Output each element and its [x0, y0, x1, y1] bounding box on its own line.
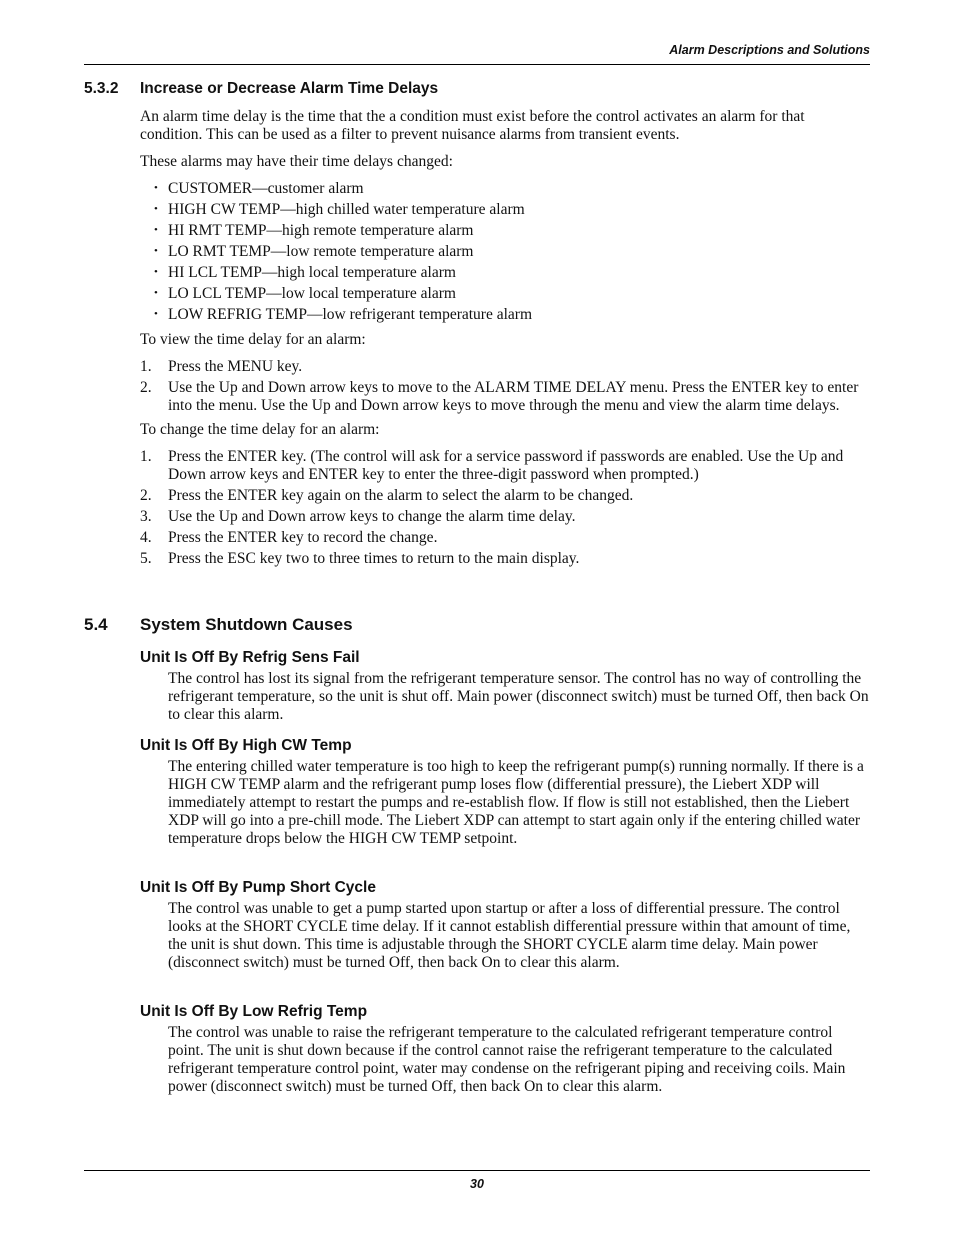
list-item [140, 379, 870, 415]
step-text: Press the ESC key two to three times to return to the main display. [168, 550, 580, 567]
list-item: • CUSTOMER—customer alarm [140, 178, 870, 199]
intro-paragraph: An alarm time delay is the time that the a condition must exist before the control activates an alarm for that condition. This can be used as a filter to prevent nuisance alarms from transient events. [140, 108, 805, 143]
section-heading-5-4 [84, 615, 353, 635]
list-item: • HI RMT TEMP—high remote temperature alarm [140, 220, 870, 241]
list-item: • LO LCL TEMP—low local temperature alarm [140, 283, 870, 304]
section-5-3-2-body [140, 108, 870, 571]
cause-heading: Unit Is Off By Low Refrig Temp [140, 1003, 368, 1020]
list-item: • LO RMT TEMP—low remote temperature alarm [140, 241, 870, 262]
step-number: 4. [140, 529, 152, 546]
cause-paragraph: The entering chilled water temperature is too high to keep the refrigerant pump(s) running normally. If there is a HIGH CW TEMP alarm and the refrigerant pump loses flow (differential pressure), the Liebert XDP will immediately attempt to restart the pumps and re-establish flow. If flow is still not established, then the Liebert XDP will go into a pre-chill mode. The Liebert XDP can attempt to start again only if the entering chilled water temperature drops below the HIGH CW TEMP setpoint. [168, 758, 864, 847]
cause-paragraph: The control was unable to raise the refrigerant temperature to the calculated refrigerant temperature control point. The unit is shut down because if the control cannot raise the refrigerant temperature to the calculated refrigerant temperature control point, water may condense on the refrigerant piping and receiving coils. Main power (disconnect switch) must be turned Off, then back On to clear this alarm. [168, 1024, 846, 1095]
list-item: • LOW REFRIG TEMP—low refrigerant temperature alarm [140, 304, 870, 325]
running-header: Alarm Descriptions and Solutions [669, 43, 870, 57]
list-item [140, 550, 870, 568]
section-heading-5-3-2 [84, 80, 438, 98]
section-title: Increase or Decrease Alarm Time Delays [140, 80, 439, 97]
step-number: 1. [140, 358, 152, 375]
step-number: 2. [140, 487, 152, 504]
section-number: 5.4 [84, 615, 108, 634]
cause-paragraph: The control has lost its signal from the refrigerant temperature sensor. The control has no way of controlling the refrigerant temperature, so the unit is shut off. Main power (disconnect switch) must be turned Off, then back On to clear this alarm. [168, 670, 869, 723]
alarm-list [140, 178, 870, 325]
list-item: • HI LCL TEMP—high local temperature alarm [140, 262, 870, 283]
list-item [140, 448, 870, 484]
list-item: • HIGH CW TEMP—high chilled water temperature alarm [140, 199, 870, 220]
list-item [140, 529, 870, 547]
footer-rule [84, 1170, 870, 1171]
change-steps [140, 448, 870, 568]
step-text: Press the ENTER key. (The control will ask for a service password if passwords are enabled. Use the Up and Down arrow keys and ENTER key to enter the three-digit password when prompted.) [168, 448, 844, 483]
section-number: 5.3.2 [84, 80, 119, 97]
header-rule [84, 64, 870, 65]
step-text: Press the MENU key. [168, 358, 303, 375]
step-text: Press the ENTER key to record the change. [168, 529, 438, 546]
cause-paragraph: The control was unable to get a pump started upon startup or after a loss of differential pressure. The control looks at the SHORT CYCLE time delay. If it cannot establish differential pressure within that amount of time, the unit is shut down. This time is adjustable through the SHORT CYCLE alarm time delay. Main power (disconnect switch) must be turned Off, then back On to clear this alarm. [168, 900, 851, 971]
cause-heading: Unit Is Off By High CW Temp [140, 737, 352, 754]
cause-heading: Unit Is Off By Pump Short Cycle [140, 879, 376, 896]
step-number: 2. [140, 379, 152, 396]
section-title: System Shutdown Causes [140, 615, 353, 634]
list-intro: These alarms may have their time delays changed: [140, 153, 453, 170]
view-intro: To view the time delay for an alarm: [140, 331, 366, 348]
cause-heading: Unit Is Off By Refrig Sens Fail [140, 649, 360, 666]
view-steps [140, 358, 870, 415]
step-number: 1. [140, 448, 152, 465]
page-number: 30 [470, 1177, 484, 1191]
step-number: 3. [140, 508, 152, 525]
step-text: Use the Up and Down arrow keys to change the alarm time delay. [168, 508, 576, 525]
step-text: Use the Up and Down arrow keys to move to the ALARM TIME DELAY menu. Press the ENTER key to enter into the menu. Use the Up and Down arrow keys to move through the menu and view the alarm time delays. [168, 379, 859, 414]
change-intro: To change the time delay for an alarm: [140, 421, 380, 438]
step-text: Press the ENTER key again on the alarm to select the alarm to be changed. [168, 487, 634, 504]
step-number: 5. [140, 550, 152, 567]
list-item [140, 487, 870, 505]
list-item [140, 508, 870, 526]
list-item [140, 358, 870, 376]
